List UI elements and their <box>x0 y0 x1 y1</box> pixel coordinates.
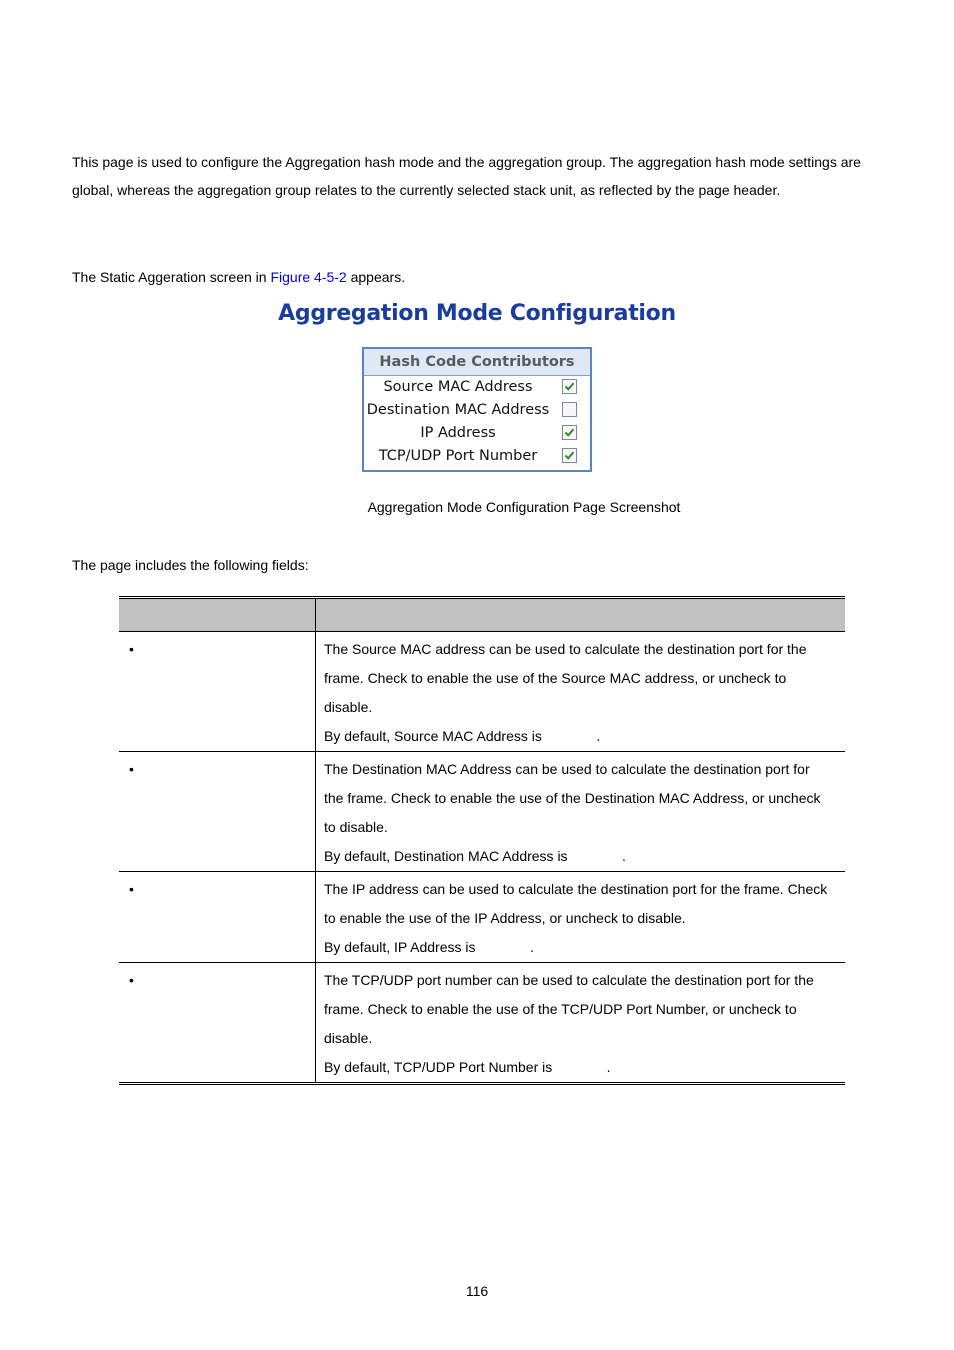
table-row <box>119 963 845 1084</box>
figure-link[interactable]: Figure 4-5-2 <box>270 269 347 285</box>
description-line: By default, TCP/UDP Port Number is . <box>324 1059 611 1075</box>
fields-intro: The page includes the following fields: <box>72 557 309 573</box>
object-cell <box>119 752 316 872</box>
object-cell <box>119 872 316 963</box>
description-line: to enable the use of the IP Address, or uncheck to disable. <box>324 910 686 926</box>
hash-box-header: Hash Code Contributors <box>364 349 590 376</box>
bullet: • <box>129 761 134 777</box>
description-line: By default, Destination MAC Address is . <box>324 848 626 864</box>
hash-row-label: Destination MAC Address <box>366 402 550 418</box>
description-line: The TCP/UDP port number can be used to calculate the destination port for the <box>324 972 814 988</box>
hash-row-label: TCP/UDP Port Number <box>378 448 538 464</box>
description-line: frame. Check to enable the use of the TCP/UDP Port Number, or uncheck to <box>324 1001 797 1017</box>
bullet: • <box>129 972 134 988</box>
object-cell <box>119 963 316 1084</box>
hash-row <box>364 399 590 422</box>
bullet: • <box>129 641 134 657</box>
description-cell <box>316 872 846 963</box>
hash-checkbox[interactable] <box>562 425 577 440</box>
description-line: to disable. <box>324 819 388 835</box>
hash-checkbox[interactable] <box>562 402 577 417</box>
check-icon <box>563 380 576 393</box>
hash-row <box>364 376 590 399</box>
intro-line-2: global, whereas the aggregation group relates to the currently selected stack unit, as reflected by the page header. <box>72 182 781 198</box>
hash-row <box>364 422 590 445</box>
description-line: disable. <box>324 1030 373 1046</box>
description-line: By default, IP Address is . <box>324 939 534 955</box>
fields-table <box>119 596 845 1085</box>
hash-checkbox[interactable] <box>562 448 577 463</box>
figure-caption: Aggregation Mode Configuration Page Screenshot <box>367 499 681 515</box>
hash-row-label: IP Address <box>420 425 496 441</box>
description-line: The Source MAC address can be used to calculate the destination port for the <box>324 641 807 657</box>
table-header-object <box>119 598 316 632</box>
intro-paragraph <box>72 148 892 204</box>
intro-line-1: This page is used to configure the Aggregation hash mode and the aggregation group. The aggregation hash mode settings are <box>72 154 861 170</box>
hash-checkbox[interactable] <box>562 379 577 394</box>
screen-sentence-before: The Static Aggeration screen in <box>72 269 271 285</box>
description-line: By default, Source MAC Address is . <box>324 728 601 744</box>
bullet: • <box>129 881 134 897</box>
check-icon <box>563 426 576 439</box>
table-row <box>119 632 845 752</box>
check-icon <box>563 449 576 462</box>
description-cell <box>316 963 846 1084</box>
table-row <box>119 872 845 963</box>
description-line: disable. <box>324 699 373 715</box>
table-header-description <box>316 598 846 632</box>
hash-row <box>364 445 590 468</box>
description-cell <box>316 752 846 872</box>
hash-code-contributors-box <box>362 347 592 472</box>
hash-row-label: Source MAC Address <box>383 379 533 395</box>
screen-sentence-after: appears. <box>346 269 406 285</box>
description-line: The IP address can be used to calculate the destination port for the frame. Check <box>324 881 828 897</box>
description-line: frame. Check to enable the use of the Source MAC address, or uncheck to <box>324 670 787 686</box>
figure-title: Aggregation Mode Configuration <box>278 301 676 326</box>
description-line: the frame. Check to enable the use of the Destination MAC Address, or uncheck <box>324 790 821 806</box>
page-number: 116 <box>465 1283 489 1299</box>
object-cell <box>119 632 316 752</box>
table-header-row <box>119 598 845 632</box>
screen-sentence <box>72 263 892 291</box>
description-line: The Destination MAC Address can be used to calculate the destination port for <box>324 761 810 777</box>
table-row <box>119 752 845 872</box>
description-cell <box>316 632 846 752</box>
